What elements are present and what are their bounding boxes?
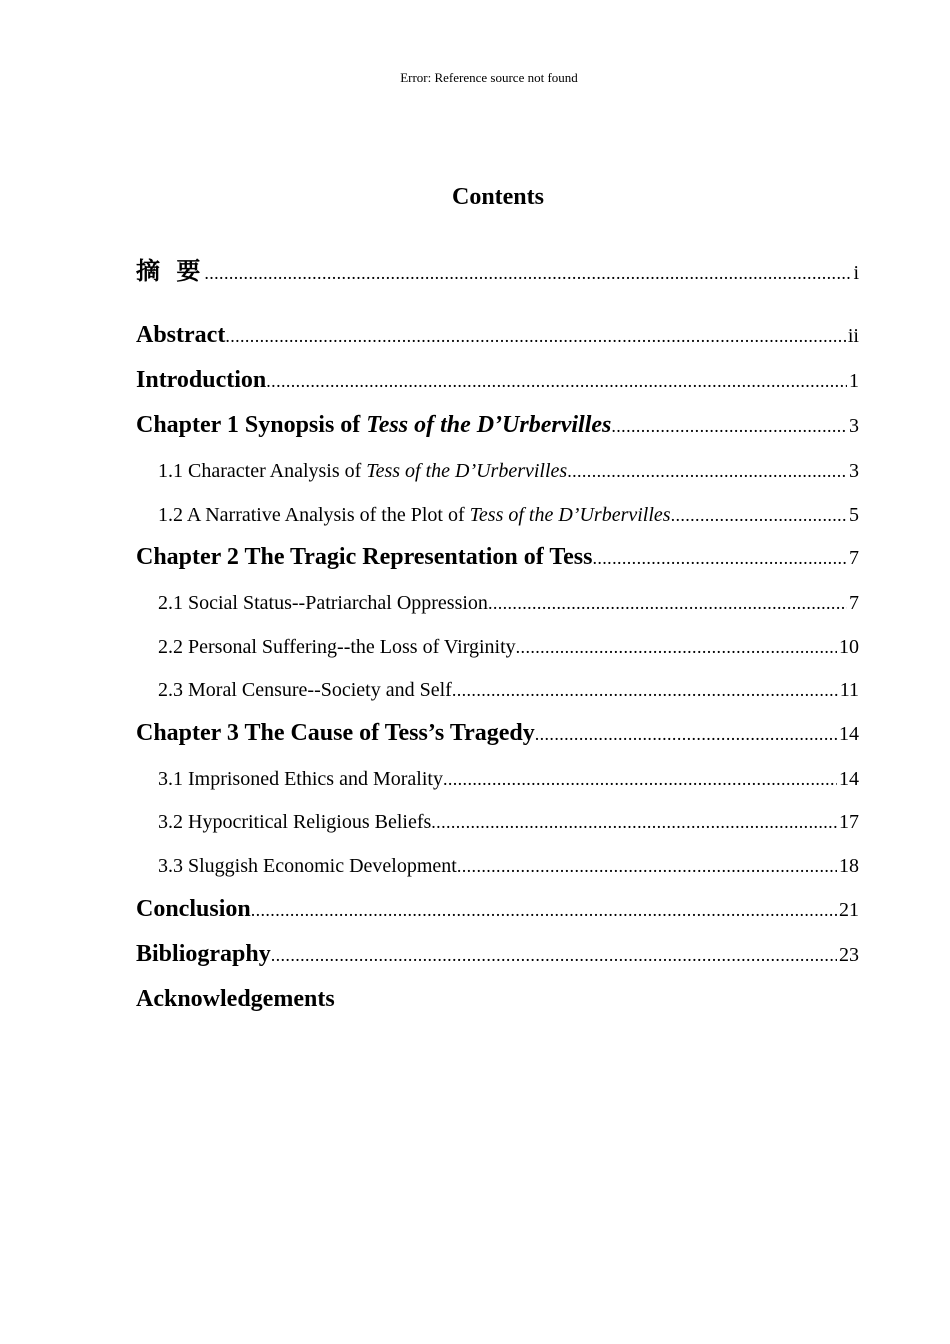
leader-dots	[204, 257, 851, 287]
leader-dots	[271, 939, 837, 970]
book-title: Tess of the D’Urbervilles	[366, 412, 612, 438]
toc-entry-label: Acknowledgements	[136, 986, 335, 1012]
book-title: Tess of the D’Urbervilles	[469, 504, 671, 526]
leader-dots	[266, 365, 847, 396]
page-header: Error: Reference source not found	[400, 70, 578, 85]
toc-entry-section-1-1[interactable]	[158, 457, 859, 485]
toc-entry-section-2-2[interactable]	[158, 633, 859, 661]
toc-entry-conclusion[interactable]	[136, 893, 859, 925]
toc-page-number: 21	[839, 899, 859, 921]
leader-dots	[251, 894, 837, 925]
toc-page-number: 18	[839, 855, 859, 877]
toc-page-number: 14	[839, 768, 859, 790]
toc-page-number: 17	[839, 811, 859, 833]
toc-entry-chapter-1[interactable]	[136, 409, 859, 441]
toc-entry-label: Abstract	[136, 322, 226, 348]
toc-entry-label: 2.1 Social Status--Patriarchal Oppression	[158, 592, 488, 614]
leader-dots	[488, 589, 847, 617]
toc-entry-bibliography[interactable]	[136, 938, 859, 970]
leader-dots	[452, 676, 838, 704]
toc-entry-label: Bibliography	[136, 941, 271, 967]
toc-entry-label: Conclusion	[136, 896, 251, 922]
toc-entry-section-3-2[interactable]	[158, 808, 859, 836]
toc-page-number: 3	[849, 460, 859, 482]
toc-entry-label: 3.1 Imprisoned Ethics and Morality	[158, 768, 443, 790]
page-title: Contents	[451, 184, 544, 210]
toc-page-number: ii	[847, 325, 859, 347]
toc-entry-prefix: Chapter 1 Synopsis of	[136, 412, 367, 438]
toc-entry-label	[158, 457, 567, 485]
toc-entry-label: Chapter 3 The Cause of Tess’s Tragedy	[136, 720, 535, 746]
leader-dots	[567, 457, 847, 485]
leader-dots	[457, 852, 837, 880]
toc-page-number: 7	[849, 547, 859, 569]
leader-dots	[443, 765, 837, 793]
toc-entry-label	[158, 501, 671, 529]
toc-entry-section-2-1[interactable]	[158, 589, 859, 617]
toc-page-number: 1	[849, 370, 859, 392]
toc-entry-section-3-3[interactable]	[158, 852, 859, 880]
toc-entry-section-1-2[interactable]	[158, 501, 859, 529]
toc-entry-label: 摘 要	[136, 257, 205, 285]
toc-entry-label	[136, 409, 611, 441]
toc-entry-section-2-3[interactable]	[158, 676, 859, 704]
toc-entry-label: 2.2 Personal Suffering--the Loss of Virginity	[158, 636, 516, 658]
toc-entry-introduction[interactable]	[136, 364, 859, 396]
toc-page-number: 23	[839, 944, 859, 966]
book-title: Tess of the D’Urbervilles	[366, 460, 568, 482]
leader-dots	[611, 410, 847, 441]
toc-entry-label: 2.3 Moral Censure--Society and Self	[158, 679, 452, 701]
toc-entry-label: Chapter 2 The Tragic Representation of Tess	[136, 544, 593, 570]
toc-entry-section-3-1[interactable]	[158, 765, 859, 793]
leader-dots	[431, 808, 837, 836]
leader-dots	[225, 320, 846, 351]
toc-entry-acknowledgements[interactable]	[136, 983, 859, 1015]
toc-entry-chapter-2[interactable]	[136, 541, 859, 573]
toc-entry-label: 3.3 Sluggish Economic Development	[158, 855, 457, 877]
toc-entry-prefix: 1.1 Character Analysis of	[158, 460, 367, 482]
toc-page-number: 7	[849, 592, 859, 614]
toc-page-number: 5	[849, 504, 859, 526]
toc-entry-abstract[interactable]	[136, 319, 859, 351]
toc-page-number: i	[853, 262, 859, 284]
toc-entry-label: Introduction	[136, 367, 267, 393]
leader-dots	[535, 718, 837, 749]
leader-dots	[592, 542, 847, 573]
toc-page-number: 10	[839, 636, 859, 658]
leader-dots	[516, 633, 837, 661]
leader-dots	[671, 501, 847, 529]
toc-page-number: 11	[839, 679, 859, 701]
toc-page-number: 14	[839, 723, 859, 745]
toc-page-number: 3	[849, 415, 859, 437]
toc-entry-label: 3.2 Hypocritical Religious Beliefs	[158, 811, 432, 833]
toc-entry-zhaiyao[interactable]	[136, 255, 859, 287]
toc-entry-prefix: 1.2 A Narrative Analysis of the Plot of	[158, 504, 470, 526]
toc-entry-chapter-3[interactable]	[136, 717, 859, 749]
